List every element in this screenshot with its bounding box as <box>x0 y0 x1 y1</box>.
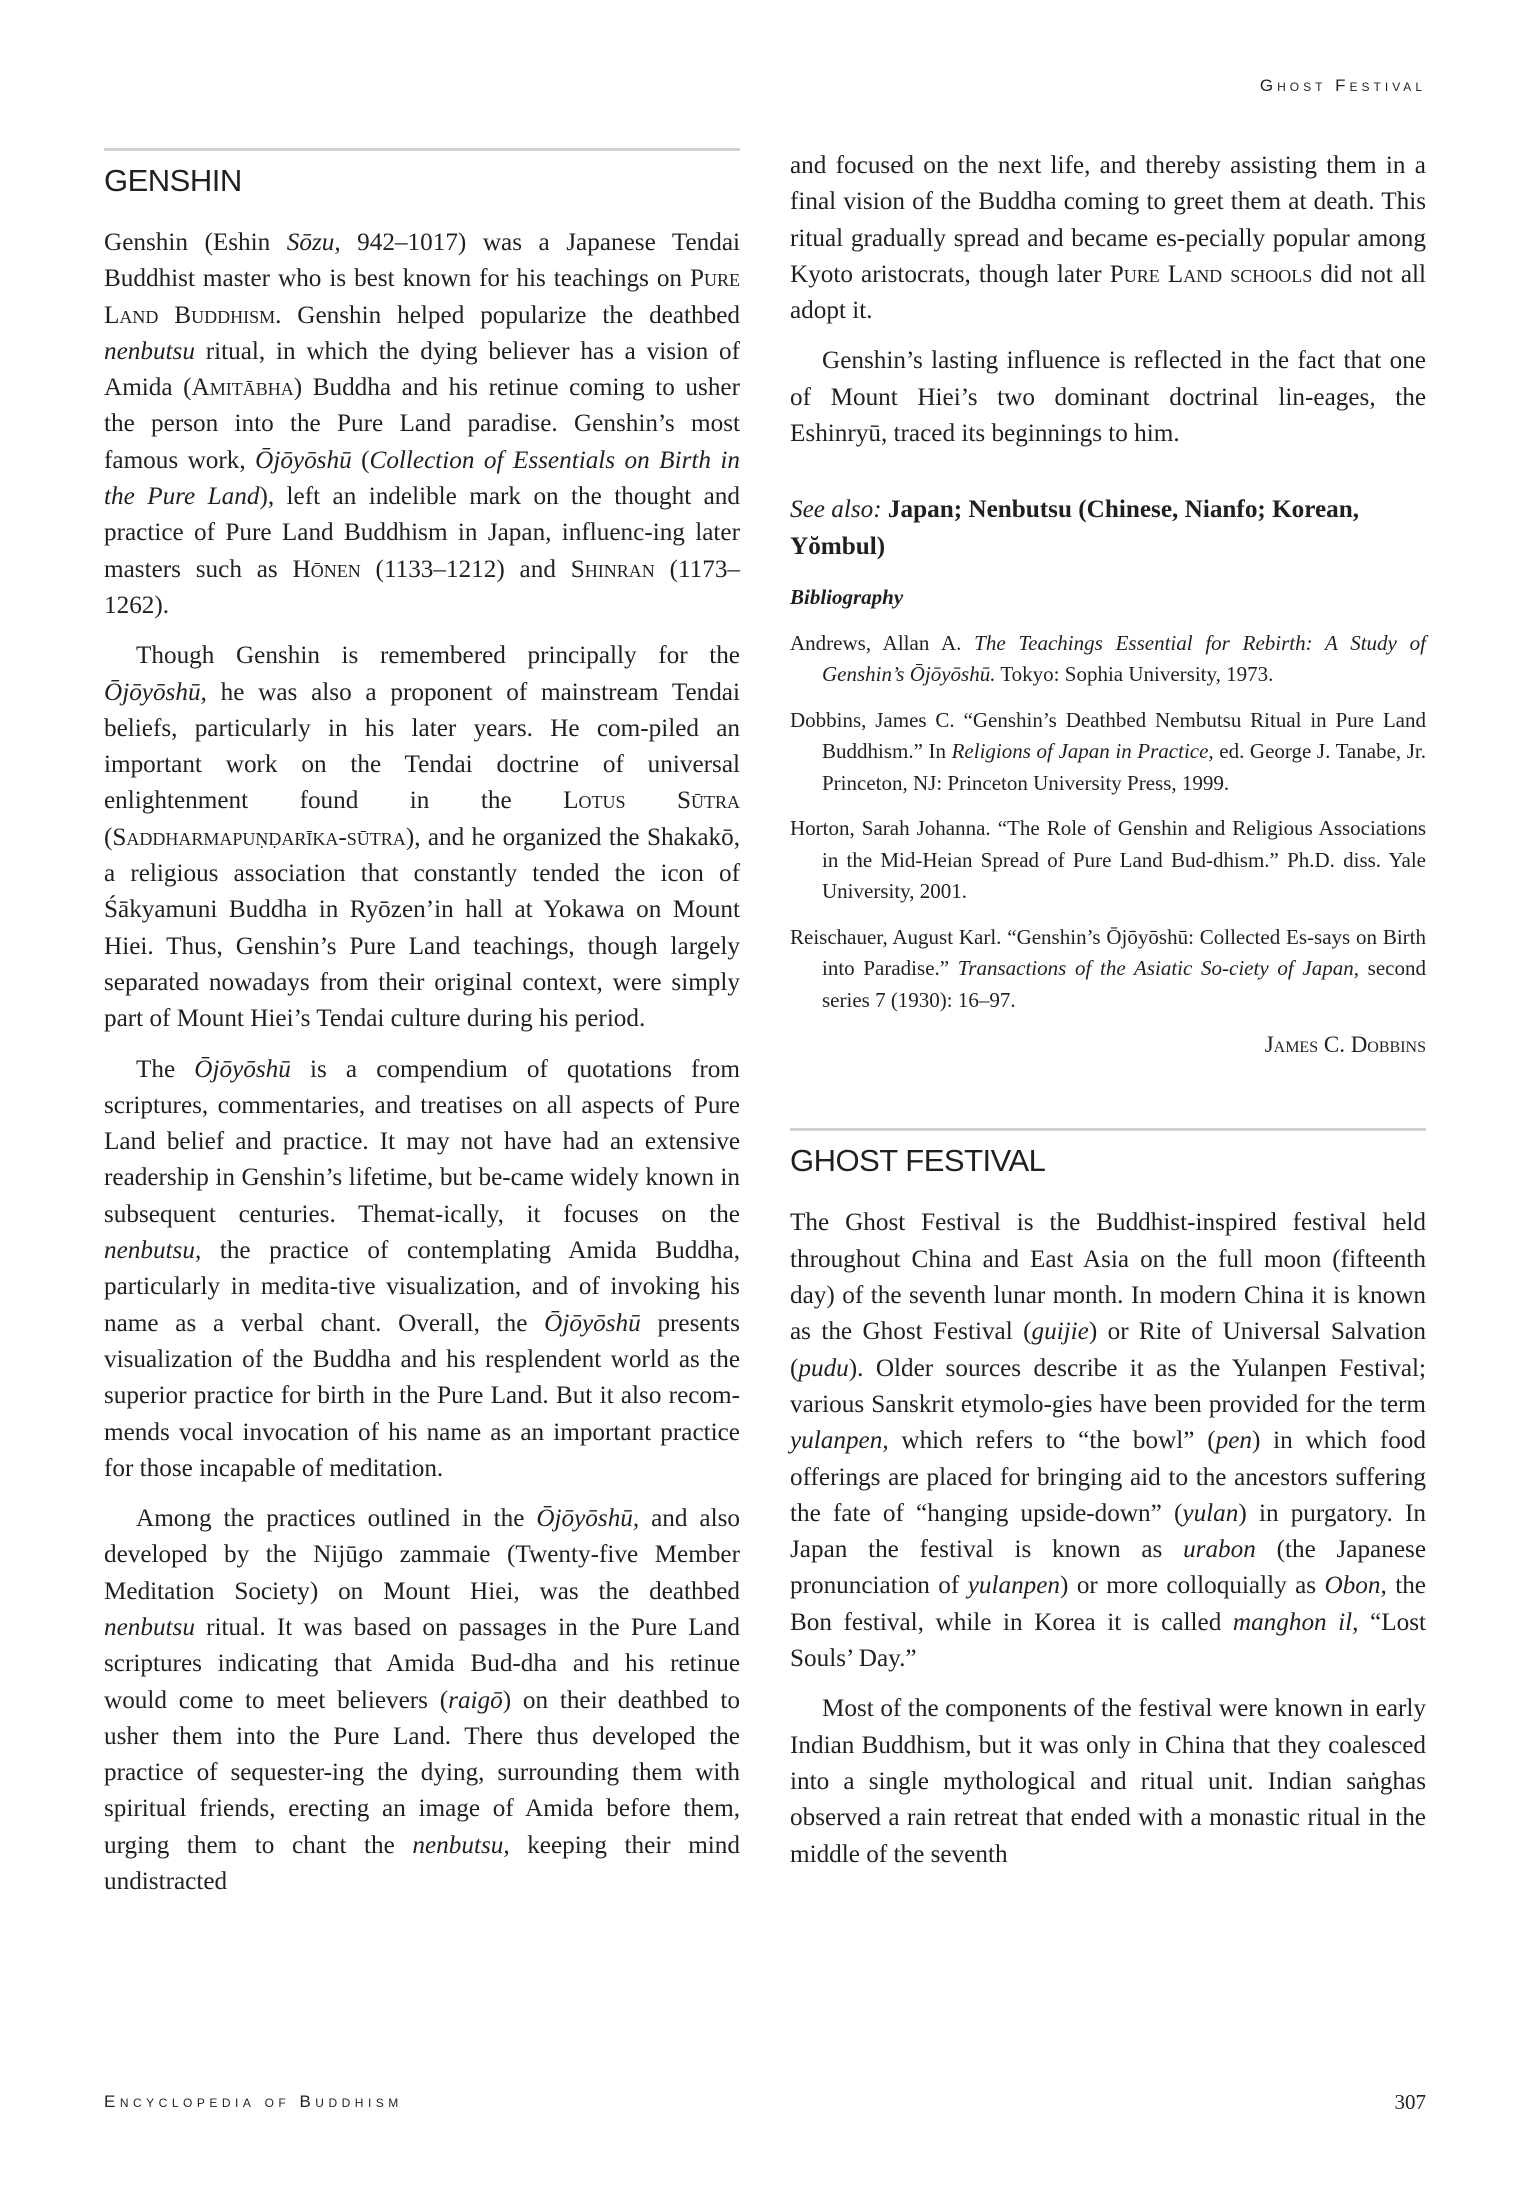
paragraph <box>104 225 740 624</box>
paragraph <box>104 1052 740 1488</box>
cross-reference[interactable]: Pure Land schools <box>1109 260 1313 288</box>
italic-text: Religions of Japan in Practice, <box>951 739 1214 764</box>
text-run: the Bon festival, while in Korea it is called <box>790 1572 1426 1636</box>
author-signature: James C. Dobbins <box>1264 1032 1426 1058</box>
text-run: ritual, in which the dying believer has a vision of Amida ( <box>104 337 740 402</box>
text-run: (1133–1212) and <box>360 555 571 583</box>
italic-text: urabon <box>1183 1536 1256 1564</box>
italic-text: yulanpen, <box>790 1427 889 1455</box>
text-run: ) on their deathbed to usher them into the Pure Land. There thus developed the practice of sequester-ing the dying, surrounding them with spiritual friends, erecting an image of Amida before them, urging them to chant the <box>104 1686 740 1859</box>
text-run: presents visualization of the Buddha and his resplendent world as the superior practice for birth in the Pure Land. But it also recom-mends vocal invocation of his name as an important practice for those incapable of meditation. <box>104 1309 740 1482</box>
text-run: ). Older sources describe it as the Yulanpen Festival; various Sanskrit etymolo-gies have been provided for the term <box>790 1354 1426 1418</box>
italic-text: Ōjōyōshū <box>194 1055 291 1083</box>
bibliography-heading: Bibliography <box>790 584 904 609</box>
italic-text: pen <box>1215 1427 1252 1455</box>
text-run: which refers to “the bowl” ( <box>888 1427 1216 1455</box>
text-run: and also developed by the Nijūgo zammaie (Twenty-five Member Meditation Society) on Mount Hiei, was the deathbed <box>104 1505 740 1605</box>
running-head: Ghost Festival <box>1259 76 1426 95</box>
text-run: ) in purgatory. In Japan the festival is known as <box>790 1499 1426 1564</box>
text-run: “Lost Souls’ Day.” <box>790 1608 1426 1673</box>
text-run: and focused on the next life, and thereby assisting them in a final vision of the Buddha coming to greet them at death. This ritual gradually spread and became es-pecially popular among Kyoto aristocrats, though later <box>790 152 1426 288</box>
italic-text: The Teachings Essential for Rebirth: A Study of Genshin’s Ōjōyōshū. <box>822 630 1426 687</box>
page-number: 307 <box>1394 2090 1426 2114</box>
text-run: the practice of contemplating Amida Buddha, particularly in medita-tive visualization, and of invoking his name as a verbal chant. Overall, the <box>104 1237 740 1337</box>
text-run: ) or more colloquially as <box>1060 1572 1325 1600</box>
italic-text: Ōjōyōshū, <box>536 1505 640 1533</box>
left-column <box>104 148 740 1914</box>
paragraph <box>104 638 740 1037</box>
text-run: ), and he organized the Shakakō, a religious association that constantly tended the icon of Śākyamuni Buddha in Ryōzen’in hall at Yokawa on Mount Hiei. Thus, Genshin’s Pure Land teachings, though largely separated nowadays from their original context, were simply part of Mount Hiei’s Tendai culture during his period. <box>104 823 740 1033</box>
bibliography-entry <box>790 922 1426 1017</box>
italic-text: nenbutsu, <box>412 1831 510 1859</box>
italic-text: Obon, <box>1324 1572 1387 1600</box>
paragraph <box>790 148 1426 329</box>
italic-text: Ōjōyōshū <box>544 1309 641 1337</box>
text-run: second series 7 (1930): 16–97. <box>822 956 1426 1012</box>
text-run: Tokyo: Sophia University, 1973. <box>995 662 1274 687</box>
italic-text: Ōjōyōshū <box>255 446 352 474</box>
italic-text: Ōjōyōshū, <box>104 678 207 706</box>
text-run: ritual. It was based on passages in the Pure Land scriptures indicating that Amida Bud-dha and his retinue would come to meet believers ( <box>104 1613 740 1714</box>
text-run: (1173–1262). <box>104 555 741 619</box>
bibliography-entry <box>790 628 1426 691</box>
text-run: Genshin (Eshin <box>104 229 287 256</box>
paragraph <box>790 343 1426 452</box>
italic-text: raigō <box>448 1686 503 1714</box>
text-run: Most of the components of the festival were known in early Indian Buddhism, but it was only in China that they coalesced into a single mythological and ritual unit. Indian saṅghas observed a rain retreat that ended with a monastic ritual in the middle of the seventh <box>790 1695 1426 1868</box>
italic-text: yulan <box>1182 1499 1239 1527</box>
text-run: The <box>136 1055 195 1083</box>
text-run: ed. George J. Tanabe, Jr. Princeton, NJ: Princeton University Press, 1999. <box>822 739 1426 795</box>
cross-reference[interactable]: Pure Land Buddhism <box>104 265 740 329</box>
italic-text: Transactions of the Asiatic So-ciety of Japan, <box>957 956 1359 981</box>
cross-reference[interactable]: Amitābha <box>191 374 294 402</box>
text-run: Dobbins, James C. “Genshin’s Deathbed Nembutsu Ritual in Pure Land Buddhism.” In <box>790 707 1426 764</box>
text-run: he was also a proponent of mainstream Tendai beliefs, particularly in his later years. He com-piled an important work on the Tendai doctrine of universal enlightenment found in the <box>104 678 740 815</box>
text-run: did not all adopt it. <box>790 260 1427 325</box>
text-run: ) or Rite of Universal Salvation ( <box>790 1318 1427 1382</box>
text-run: ) Buddha and his retinue coming to usher the person into the Pure Land paradise. Genshin’s most famous work, <box>104 374 740 474</box>
italic-text: nenbutsu <box>104 1613 195 1641</box>
text-run: (the Japanese pronunciation of <box>790 1536 1426 1600</box>
text-run: 942–1017) was a Japanese Tendai Buddhist master who is best known for his teachings on <box>104 229 740 293</box>
section-divider <box>790 1128 1426 1131</box>
bibliography-entry <box>790 705 1426 800</box>
footer-book-title: Encyclopedia of Buddhism <box>104 2092 403 2111</box>
cross-reference[interactable]: Shinran <box>570 555 655 583</box>
text-run: keeping their mind undistracted <box>104 1831 740 1896</box>
italic-text: yulanpen <box>967 1572 1061 1600</box>
text-run: Reischauer, August Karl. “Genshin’s Ōjōyōshū: Collected Es-says on Birth into Paradise.” <box>790 924 1426 981</box>
cross-reference[interactable]: Saddharmapuṇḍarīka-sūtra <box>112 823 406 851</box>
see-also-links[interactable]: Japan; Nenbutsu (Chinese, Nianfo; Korean, Yŏmbul) <box>790 496 1360 560</box>
paragraph <box>790 1205 1426 1677</box>
italic-text: nenbutsu <box>104 337 195 365</box>
section-divider <box>104 148 740 151</box>
text-run: Though Genshin is remembered principally for the <box>136 642 740 670</box>
right-column <box>790 148 1426 1887</box>
entry-title-genshin: GENSHIN <box>104 163 242 198</box>
paragraph <box>104 1501 740 1900</box>
entry-title-ghost-festival: GHOST FESTIVAL <box>790 1143 1046 1179</box>
cross-reference[interactable]: Hōnen <box>292 555 361 583</box>
text-run: ) in which food offerings are placed for bringing aid to the ancestors suffering the fate of “hanging upside-down” ( <box>790 1427 1426 1527</box>
text-run: Andrews, Allan A. <box>790 630 975 655</box>
italic-text: nenbutsu, <box>104 1237 202 1265</box>
italic-text: manghon il, <box>1232 1608 1359 1636</box>
text-run: Genshin’s lasting influence is reflected in the fact that one of Mount Hiei’s two dominant doctrinal lin-eages, the Eshinryū, traced its beginnings to him. <box>790 347 1426 448</box>
see-also <box>790 492 1426 565</box>
text-run: Among the practices outlined in the <box>136 1505 537 1533</box>
text-run: The Ghost Festival is the Buddhist-inspired festival held throughout China and East Asia on the full moon (fifteenth day) of the seventh lunar month. In modern China it is known as the Ghost Festival ( <box>790 1209 1426 1346</box>
bibliography-entry <box>790 813 1426 908</box>
italic-text: guijie <box>1031 1318 1089 1346</box>
cross-reference[interactable]: Lotus Sūtra <box>563 787 740 815</box>
text-run: ), left an indelible mark on the thought and practice of Pure Land Buddhism in Japan, influenc-ing later masters such as <box>104 483 740 583</box>
text-run: is a compendium of quotations from scriptures, commentaries, and treatises on all aspects of Pure Land belief and practice. It may not have had an extensive readership in Genshin’s lifetime, but be-came widely known in subsequent centuries. Themat-ically, it focuses on the <box>104 1055 740 1228</box>
see-also-label: See also: <box>790 496 882 524</box>
italic-text: Sōzu, <box>286 229 341 256</box>
text-run: . Genshin helped popularize the deathbed <box>275 301 740 329</box>
paragraph <box>790 1691 1426 1872</box>
text-run: ( <box>104 823 113 851</box>
text-run: Horton, Sarah Johanna. “The Role of Genshin and Religious Associations in the Mid-Heian Spread of Pure Land Bud-dhism.” Ph.D. diss. Yale University, 2001. <box>790 816 1426 904</box>
bibliography-list <box>790 628 1426 1017</box>
italic-text: Collection of Essentials on Birth in the Pure Land <box>104 446 741 511</box>
text-run: ( <box>351 446 370 474</box>
italic-text: pudu <box>798 1354 849 1382</box>
